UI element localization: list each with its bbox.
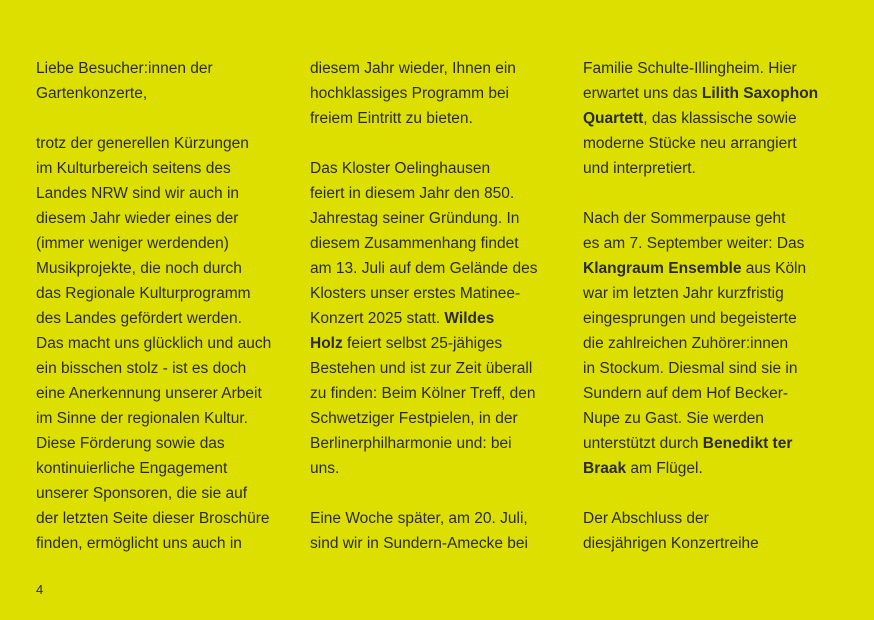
text-run: Konzert 2025 statt. (310, 310, 445, 327)
text-line (583, 131, 818, 156)
bold-name: Lilith Saxophon (701, 85, 819, 102)
text-line (36, 256, 271, 281)
text-line (310, 106, 537, 131)
text-run: sind wir in Sundern-Amecke bei (310, 535, 528, 552)
text-run: ein bisschen stolz - ist es doch (36, 360, 247, 377)
text-run: diesem Jahr wieder eines der (36, 210, 239, 227)
text-run: freiem Eintritt zu bieten. (310, 110, 473, 127)
text-run: kontinuierliche Engagement (36, 460, 228, 477)
paragraph-spacer (36, 106, 271, 131)
paragraph-spacer (310, 481, 537, 506)
text-run: Landes NRW sind wir auch in (36, 185, 240, 202)
text-line (36, 381, 271, 406)
text-line (310, 381, 537, 406)
text-line (310, 56, 537, 81)
text-line (310, 506, 537, 531)
text-run: eingesprungen und begeisterte (583, 310, 797, 327)
text-line (583, 106, 818, 131)
text-run: Jahrestag seiner Gründung. In (310, 210, 520, 227)
text-run: Klosters unser erstes Matinee- (310, 285, 521, 302)
text-line (36, 231, 271, 256)
text-run: im Kulturbereich seitens des (36, 160, 231, 177)
text-line (310, 356, 537, 381)
text-run: Das macht uns glücklich und auch (36, 335, 272, 352)
paragraph-spacer (310, 131, 537, 156)
text-line (36, 56, 271, 81)
bold-name: Braak (583, 460, 627, 477)
text-column-1 (36, 56, 271, 556)
paragraph-spacer (583, 481, 818, 506)
text-run: Familie Schulte-Illingheim. Hier (583, 60, 797, 77)
bold-name: Holz (310, 335, 343, 352)
text-run: aus Köln (741, 260, 807, 277)
text-line (583, 331, 818, 356)
text-line (310, 531, 537, 556)
text-line (310, 206, 537, 231)
text-run: unserer Sponsoren, die sie auf (36, 485, 248, 502)
text-line (36, 81, 271, 106)
text-line (310, 81, 537, 106)
text-run: im Sinne der regionalen Kultur. (36, 410, 248, 427)
page-number: 4 (36, 582, 44, 597)
text-line (36, 356, 271, 381)
text-line (310, 231, 537, 256)
text-line (583, 231, 818, 256)
text-line (36, 181, 271, 206)
text-run: feiert in diesem Jahr den 850. (310, 185, 515, 202)
text-line (583, 56, 818, 81)
text-run: diesem Jahr wieder, Ihnen ein (310, 60, 516, 77)
text-line (583, 531, 818, 556)
text-run: Bestehen und ist zur Zeit überall (310, 360, 533, 377)
text-run: finden, ermöglicht uns auch in (36, 535, 242, 552)
text-run: trotz der generellen Kürzungen (36, 135, 249, 152)
text-run: Sundern auf dem Hof Becker- (583, 385, 789, 402)
text-line (310, 181, 537, 206)
text-run: es am 7. September weiter: Das (583, 235, 805, 252)
text-line (36, 431, 271, 456)
text-line (583, 406, 818, 431)
text-line (583, 156, 818, 181)
text-run: moderne Stücke neu arrangiert (583, 135, 797, 152)
text-line (36, 506, 271, 531)
text-line (36, 156, 271, 181)
text-run: hochklassiges Programm bei (310, 85, 510, 102)
text-run: Eine Woche später, am 20. Juli, (310, 510, 528, 527)
text-line (583, 431, 818, 456)
text-line (583, 206, 818, 231)
text-line (583, 256, 818, 281)
text-run: eine Anerkennung unserer Arbeit (36, 385, 262, 402)
text-run: Das Kloster Oelinghausen (310, 160, 491, 177)
text-line (36, 131, 271, 156)
text-line (36, 331, 271, 356)
text-line (310, 306, 537, 331)
text-run: Liebe Besucher:innen der (36, 60, 213, 77)
text-run: feiert selbst 25-jähiges (342, 335, 503, 352)
text-line (583, 381, 818, 406)
text-line (310, 331, 537, 356)
text-line (583, 356, 818, 381)
text-line (310, 281, 537, 306)
text-run: am Flügel. (626, 460, 703, 477)
text-column-3 (583, 56, 818, 556)
bold-name: Benedikt ter (702, 435, 793, 452)
text-line (36, 306, 271, 331)
text-run: uns. (310, 460, 340, 477)
text-run: in Stockum. Diesmal sind sie in (583, 360, 798, 377)
text-run: Der Abschluss der (583, 510, 709, 527)
text-line (583, 281, 818, 306)
text-line (36, 456, 271, 481)
text-line (36, 206, 271, 231)
text-run: Gartenkonzerte, (36, 85, 148, 102)
text-line (36, 481, 271, 506)
text-run: erwartet uns das (583, 85, 702, 102)
text-run: diesjährigen Konzertreihe (583, 535, 759, 552)
text-run: diesem Zusammenhang findet (310, 235, 519, 252)
bold-name: Wildes (444, 310, 495, 327)
text-line (310, 431, 537, 456)
text-run: des Landes gefördert werden. (36, 310, 242, 327)
text-line (310, 256, 537, 281)
text-line (310, 156, 537, 181)
text-line (36, 406, 271, 431)
text-line (583, 456, 818, 481)
text-run: Nupe zu Gast. Sie werden (583, 410, 764, 427)
text-run: die zahlreichen Zuhörer:innen (583, 335, 789, 352)
text-line (583, 506, 818, 531)
text-line (36, 531, 271, 556)
text-run: zu finden: Beim Kölner Treff, den (310, 385, 536, 402)
text-line (583, 306, 818, 331)
text-run: Nach der Sommerpause geht (583, 210, 786, 227)
text-run: (immer weniger werdenden) (36, 235, 229, 252)
text-run: Diese Förderung sowie das (36, 435, 225, 452)
text-column-2 (310, 56, 537, 556)
text-run: und interpretiert. (583, 160, 696, 177)
text-run: unterstützt durch (583, 435, 703, 452)
text-run: Schwetziger Festpielen, in der (310, 410, 518, 427)
text-line (583, 81, 818, 106)
text-line (310, 456, 537, 481)
text-run: am 13. Juli auf dem Gelände des (310, 260, 538, 277)
text-run: das Regionale Kulturprogramm (36, 285, 251, 302)
bold-name: Klangraum Ensemble (583, 260, 742, 277)
text-run: der letzten Seite dieser Broschüre (36, 510, 270, 527)
text-run: Musikprojekte, die noch durch (36, 260, 242, 277)
paragraph-spacer (583, 181, 818, 206)
bold-name: Quartett (583, 110, 644, 127)
text-line (310, 406, 537, 431)
text-run: war im letzten Jahr kurzfristig (583, 285, 784, 302)
text-run: Berlinerphilharmonie und: bei (310, 435, 512, 452)
text-line (36, 281, 271, 306)
text-run: , das klassische sowie (643, 110, 797, 127)
